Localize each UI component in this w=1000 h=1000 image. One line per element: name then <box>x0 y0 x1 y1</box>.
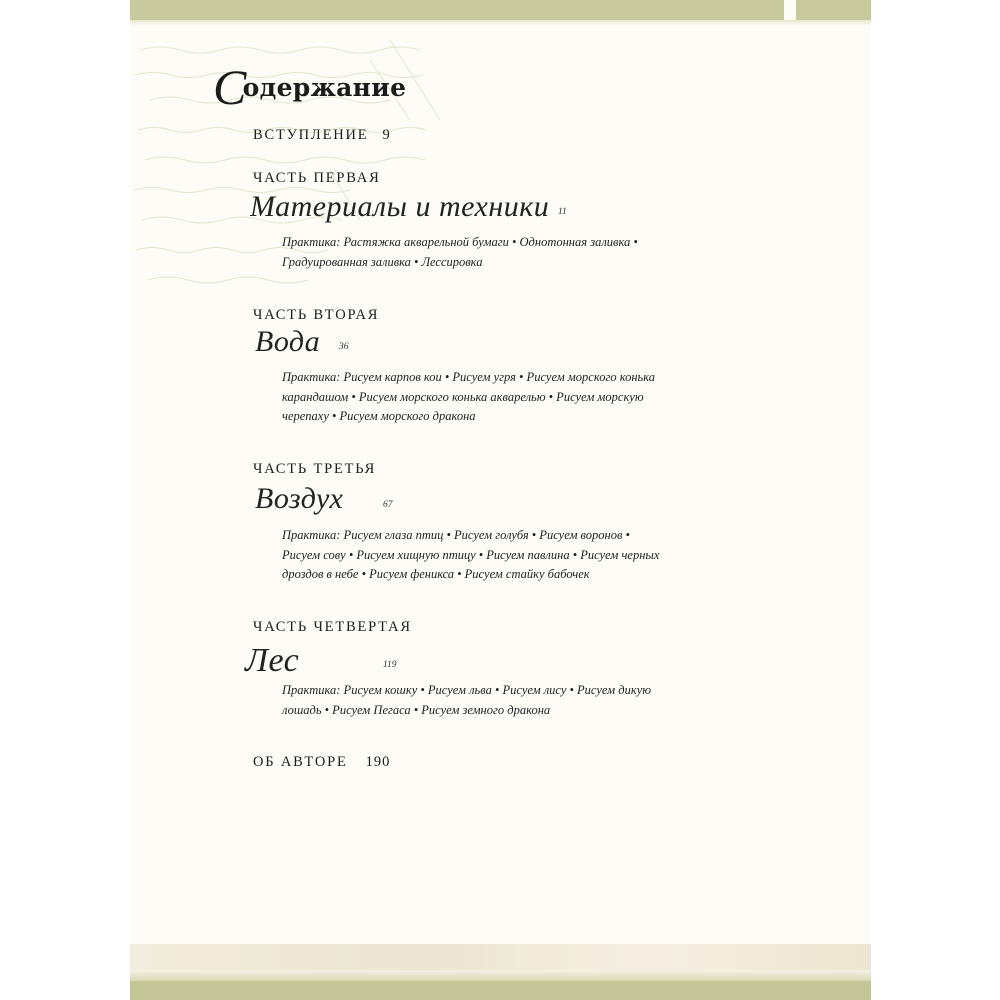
part-4-label: ЧАСТЬ ЧЕТВЕРТАЯ <box>253 619 412 635</box>
part-3-page: 67 <box>383 500 393 510</box>
part-1-practice-line: Градуированная заливка • Лессировка <box>282 254 483 269</box>
part-1-label: ЧАСТЬ ПЕРВАЯ <box>253 170 381 186</box>
title-rest: одержание <box>242 73 407 102</box>
part-1-practice-line: Практика: Растяжка акварельной бумаги • Однотонная заливка • <box>282 235 638 249</box>
part-2-practice-line: Практика: Рисуем карпов кои • Рисуем угря • Рисуем морского конька <box>282 370 655 384</box>
part-2-practice-line: карандашом • Рисуем морского конька акварелью • Рисуем морскую <box>282 389 644 404</box>
toc-entry-intro[interactable] <box>253 127 391 144</box>
part-2-practice <box>282 368 655 427</box>
bottom-decorative-band <box>130 981 871 1000</box>
part-3-practice <box>282 526 659 585</box>
title-initial: С <box>213 59 247 115</box>
part-3-practice-line: дроздов в небе • Рисуем феникса • Рисуем стайку бабочек <box>282 567 590 581</box>
intro-page: 9 <box>382 127 391 143</box>
part-4-title[interactable]: Лес <box>245 642 300 679</box>
bottom-band-edge <box>130 970 871 981</box>
top-decorative-band <box>130 0 871 20</box>
part-2-practice-line: черепаху • Рисуем морского дракона <box>282 409 476 423</box>
about-label: ОБ АВТОРЕ <box>253 754 348 770</box>
bottom-texture-strip <box>130 944 871 970</box>
about-page: 190 <box>365 754 391 770</box>
part-1-title[interactable]: Материалы и техники <box>250 190 550 223</box>
part-4-page: 119 <box>383 660 397 670</box>
part-2-title[interactable]: Вода <box>255 325 321 358</box>
part-4-practice-line: Практика: Рисуем кошку • Рисуем льва • Рисуем лису • Рисуем дикую <box>282 683 652 697</box>
part-2-label: ЧАСТЬ ВТОРАЯ <box>253 307 380 323</box>
page-title <box>213 58 406 116</box>
part-1-practice <box>282 233 638 272</box>
book-page <box>130 0 871 1000</box>
toc-entry-about[interactable] <box>253 754 390 771</box>
part-1-page: 11 <box>558 207 567 217</box>
part-3-practice-line: Практика: Рисуем глаза птиц • Рисуем голубя • Рисуем воронов • <box>282 528 630 542</box>
part-4-practice-line: лошадь • Рисуем Пегаса • Рисуем земного дракона <box>282 702 551 717</box>
intro-label: ВСТУПЛЕНИЕ <box>253 127 369 143</box>
part-3-label: ЧАСТЬ ТРЕТЬЯ <box>253 461 377 477</box>
part-3-practice-line: Рисуем сову • Рисуем хищную птицу • Рисуем павлина • Рисуем черных <box>282 547 660 562</box>
part-2-page: 36 <box>339 342 349 352</box>
part-3-title[interactable]: Воздух <box>255 482 344 515</box>
part-4-practice <box>282 681 651 720</box>
